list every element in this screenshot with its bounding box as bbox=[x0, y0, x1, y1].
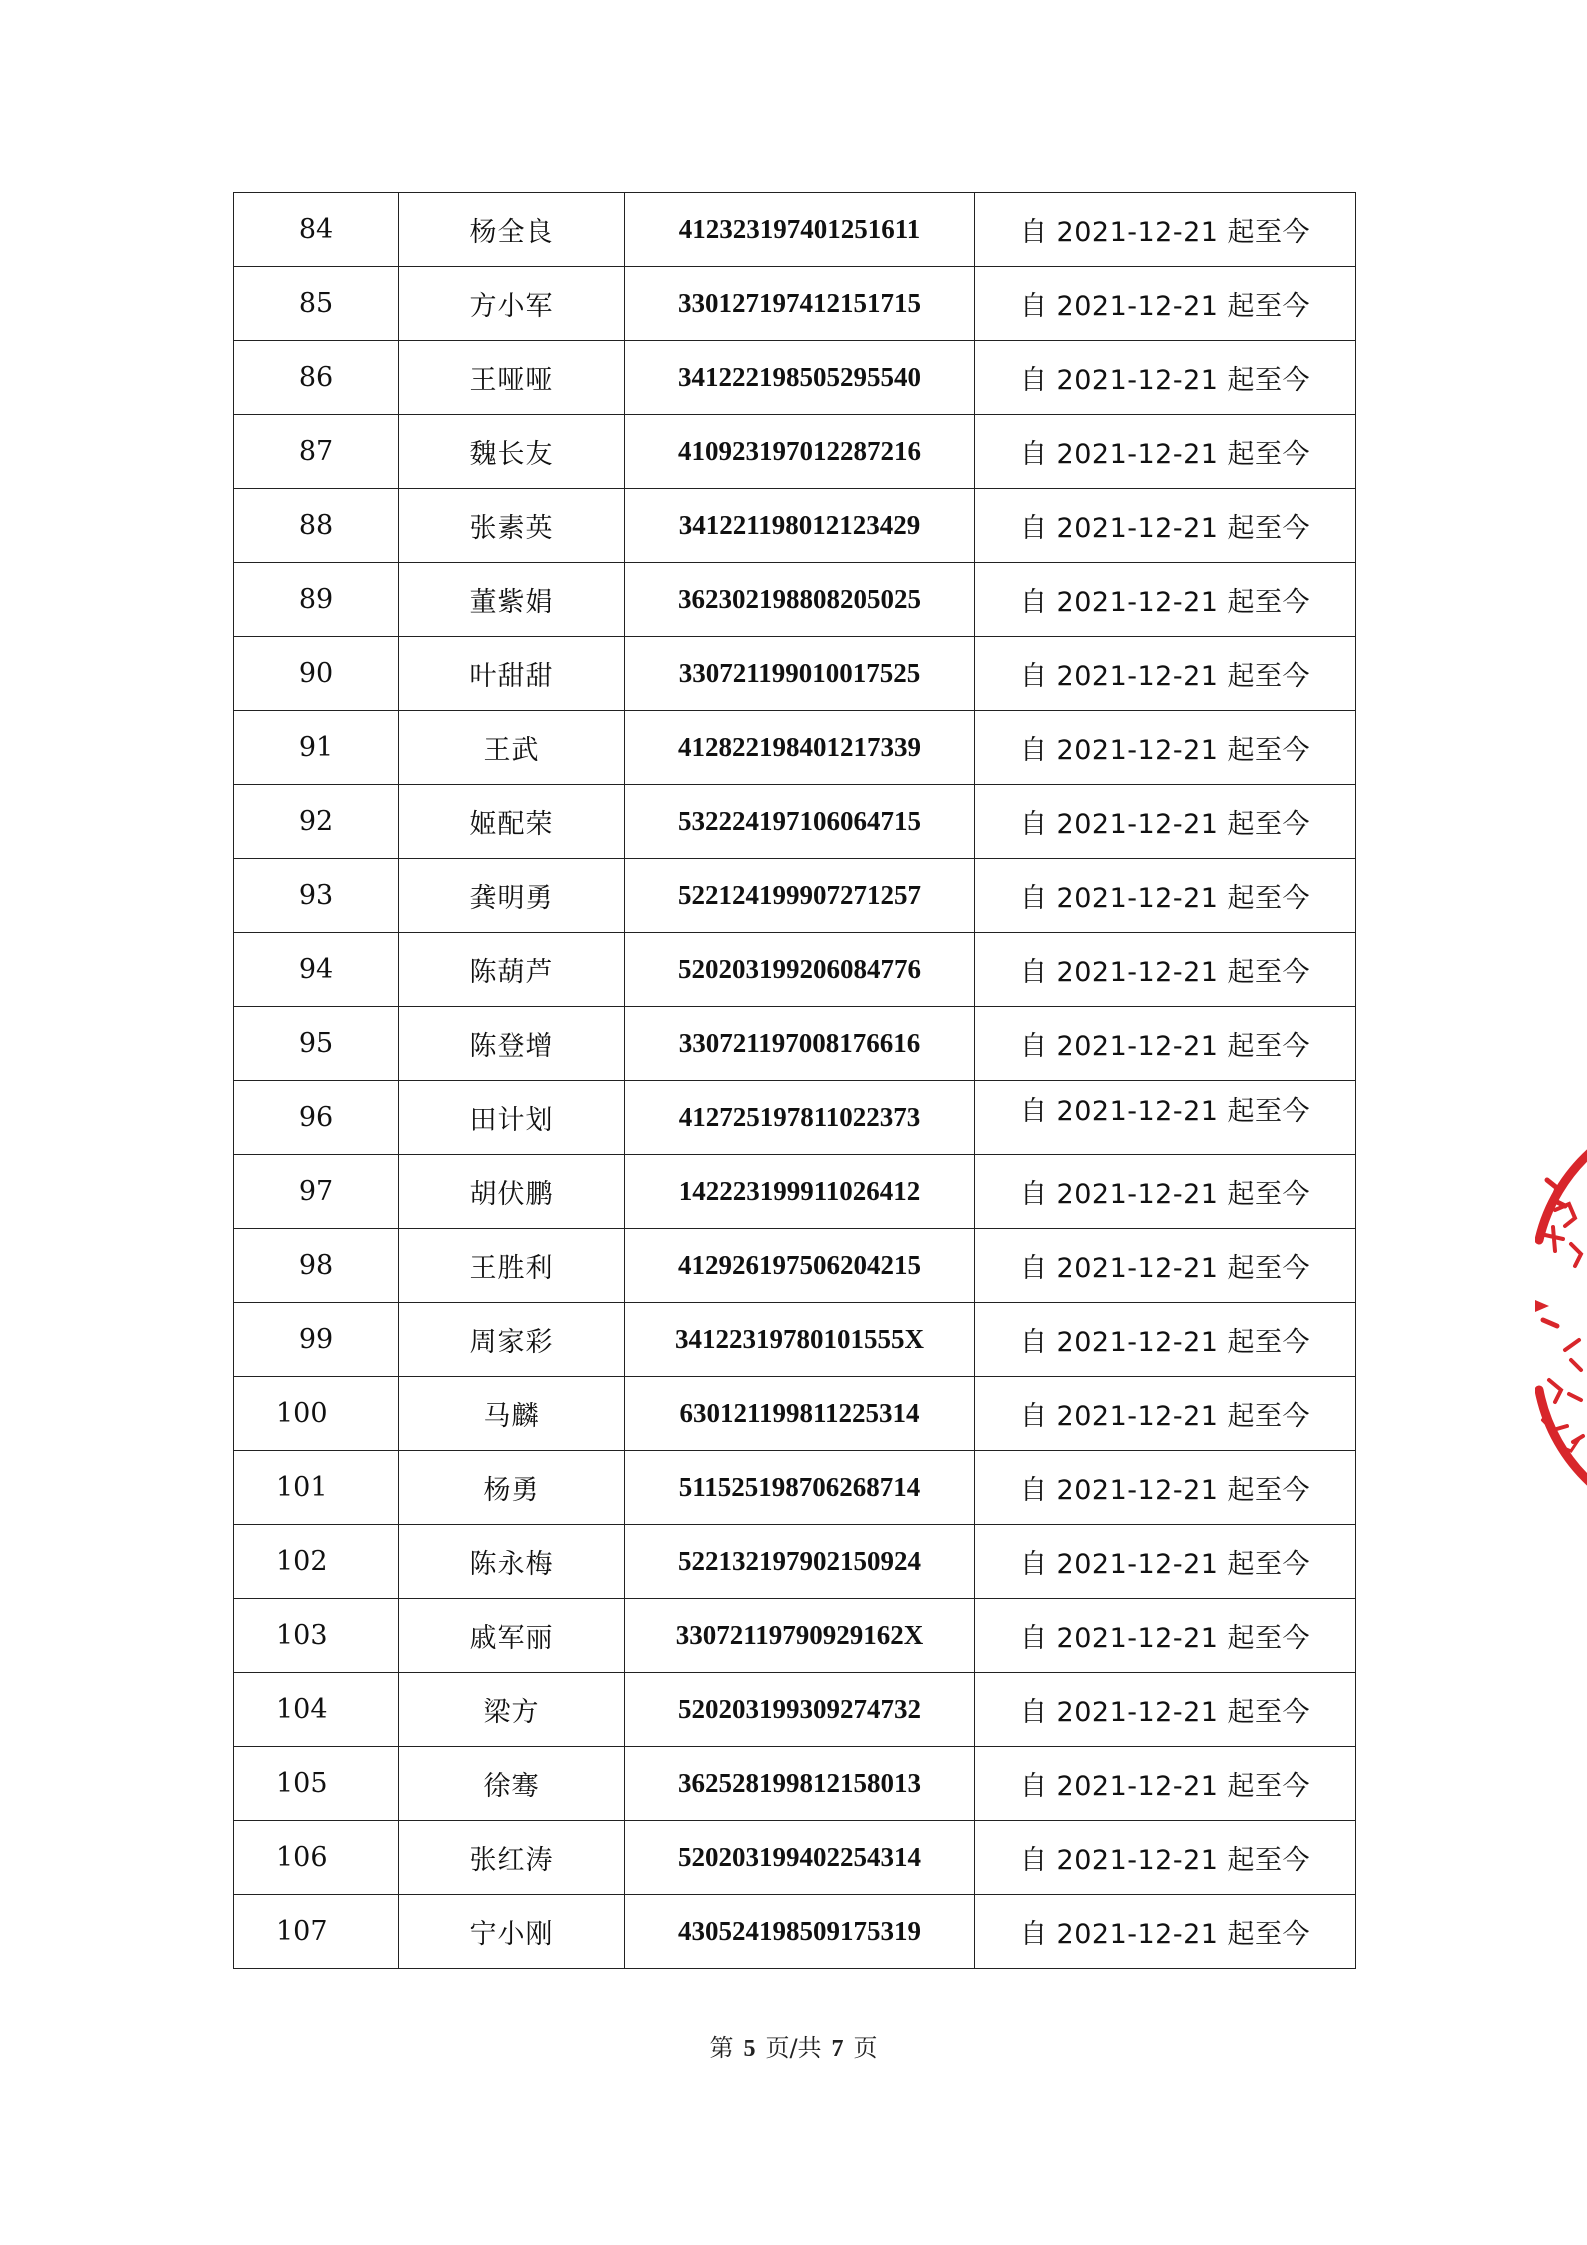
id-number: 362528199812158013 bbox=[625, 1747, 975, 1821]
red-seal-icon bbox=[1535, 1140, 1587, 1490]
period: 自 2021-12-21 起至今 bbox=[975, 1599, 1356, 1673]
row-number: 98 bbox=[234, 1229, 399, 1303]
footer-prefix: 第 bbox=[709, 2034, 734, 2062]
person-name: 周家彩 bbox=[399, 1303, 625, 1377]
table-row bbox=[234, 711, 1356, 785]
person-name: 田计划 bbox=[399, 1081, 625, 1155]
row-number: 102 bbox=[234, 1525, 399, 1599]
id-number: 410923197012287216 bbox=[625, 415, 975, 489]
period: 自 2021-12-21 起至今 bbox=[975, 1303, 1356, 1377]
period: 自 2021-12-21 起至今 bbox=[975, 1525, 1356, 1599]
row-number: 106 bbox=[234, 1821, 399, 1895]
id-number: 142223199911026412 bbox=[625, 1155, 975, 1229]
row-number: 86 bbox=[234, 341, 399, 415]
row-number: 92 bbox=[234, 785, 399, 859]
id-number: 341221198012123429 bbox=[625, 489, 975, 563]
id-number: 330721199010017525 bbox=[625, 637, 975, 711]
table-row bbox=[234, 1895, 1356, 1969]
period: 自 2021-12-21 起至今 bbox=[975, 1895, 1356, 1969]
table-row bbox=[234, 267, 1356, 341]
footer-suffix: 页 bbox=[853, 2034, 878, 2062]
table-row bbox=[234, 1451, 1356, 1525]
person-name: 宁小刚 bbox=[399, 1895, 625, 1969]
table-row bbox=[234, 1081, 1356, 1155]
person-name: 叶甜甜 bbox=[399, 637, 625, 711]
id-number: 520203199309274732 bbox=[625, 1673, 975, 1747]
person-name: 方小军 bbox=[399, 267, 625, 341]
id-number: 412926197506204215 bbox=[625, 1229, 975, 1303]
row-number: 105 bbox=[234, 1747, 399, 1821]
id-number: 33072119790929162X bbox=[625, 1599, 975, 1673]
table-row bbox=[234, 1747, 1356, 1821]
period: 自 2021-12-21 起至今 bbox=[975, 415, 1356, 489]
person-name: 董紫娟 bbox=[399, 563, 625, 637]
table-row bbox=[234, 489, 1356, 563]
id-number: 34122319780101555X bbox=[625, 1303, 975, 1377]
person-name: 马麟 bbox=[399, 1377, 625, 1451]
table-row bbox=[234, 193, 1356, 267]
id-number: 511525198706268714 bbox=[625, 1451, 975, 1525]
table-row bbox=[234, 415, 1356, 489]
id-number: 412323197401251611 bbox=[625, 193, 975, 267]
id-number: 520203199206084776 bbox=[625, 933, 975, 1007]
person-name: 张素英 bbox=[399, 489, 625, 563]
id-number: 522124199907271257 bbox=[625, 859, 975, 933]
period: 自 2021-12-21 起至今 bbox=[975, 267, 1356, 341]
row-number: 91 bbox=[234, 711, 399, 785]
table-row bbox=[234, 341, 1356, 415]
period: 自 2021-12-21 起至今 bbox=[975, 711, 1356, 785]
row-number: 101 bbox=[234, 1451, 399, 1525]
table-row bbox=[234, 1821, 1356, 1895]
page-footer bbox=[0, 2028, 1587, 2063]
table-row bbox=[234, 933, 1356, 1007]
person-name: 姬配荣 bbox=[399, 785, 625, 859]
period: 自 2021-12-21 起至今 bbox=[975, 1007, 1356, 1081]
id-number: 522132197902150924 bbox=[625, 1525, 975, 1599]
id-number: 630121199811225314 bbox=[625, 1377, 975, 1451]
period: 自 2021-12-21 起至今 bbox=[975, 1673, 1356, 1747]
row-number: 104 bbox=[234, 1673, 399, 1747]
row-number: 97 bbox=[234, 1155, 399, 1229]
person-name: 王胜利 bbox=[399, 1229, 625, 1303]
row-number: 93 bbox=[234, 859, 399, 933]
table-row bbox=[234, 1007, 1356, 1081]
person-name: 王哑哑 bbox=[399, 341, 625, 415]
row-number: 103 bbox=[234, 1599, 399, 1673]
table-row bbox=[234, 1673, 1356, 1747]
period: 自 2021-12-21 起至今 bbox=[975, 859, 1356, 933]
table-row bbox=[234, 1599, 1356, 1673]
person-name: 龚明勇 bbox=[399, 859, 625, 933]
row-number: 99 bbox=[234, 1303, 399, 1377]
person-name: 陈永梅 bbox=[399, 1525, 625, 1599]
period: 自 2021-12-21 起至今 bbox=[975, 1747, 1356, 1821]
id-number: 412725197811022373 bbox=[625, 1081, 975, 1155]
row-number: 89 bbox=[234, 563, 399, 637]
id-number: 430524198509175319 bbox=[625, 1895, 975, 1969]
table-row bbox=[234, 1155, 1356, 1229]
id-number: 532224197106064715 bbox=[625, 785, 975, 859]
footer-middle: 页/共 bbox=[765, 2034, 822, 2062]
roster-table bbox=[233, 192, 1356, 1969]
period: 自 2021-12-21 起至今 bbox=[975, 1821, 1356, 1895]
table-row bbox=[234, 1525, 1356, 1599]
row-number: 85 bbox=[234, 267, 399, 341]
id-number: 362302198808205025 bbox=[625, 563, 975, 637]
row-number: 107 bbox=[234, 1895, 399, 1969]
row-number: 100 bbox=[234, 1377, 399, 1451]
table-row bbox=[234, 637, 1356, 711]
period: 自 2021-12-21 起至今 bbox=[975, 563, 1356, 637]
person-name: 张红涛 bbox=[399, 1821, 625, 1895]
person-name: 王武 bbox=[399, 711, 625, 785]
period: 自 2021-12-21 起至今 bbox=[975, 785, 1356, 859]
row-number: 84 bbox=[234, 193, 399, 267]
period: 自 2021-12-21 起至今 bbox=[975, 341, 1356, 415]
period: 自 2021-12-21 起至今 bbox=[975, 1155, 1356, 1229]
id-number: 412822198401217339 bbox=[625, 711, 975, 785]
person-name: 杨全良 bbox=[399, 193, 625, 267]
period: 自 2021-12-21 起至今 bbox=[975, 1377, 1356, 1451]
person-name: 梁方 bbox=[399, 1673, 625, 1747]
person-name: 徐骞 bbox=[399, 1747, 625, 1821]
table-row bbox=[234, 1303, 1356, 1377]
person-name: 胡伏鹏 bbox=[399, 1155, 625, 1229]
row-number: 95 bbox=[234, 1007, 399, 1081]
period: 自 2021-12-21 起至今 bbox=[975, 193, 1356, 267]
row-number: 90 bbox=[234, 637, 399, 711]
period: 自 2021-12-21 起至今 bbox=[975, 637, 1356, 711]
row-number: 96 bbox=[234, 1081, 399, 1155]
person-name: 陈登增 bbox=[399, 1007, 625, 1081]
table-row bbox=[234, 1377, 1356, 1451]
row-number: 88 bbox=[234, 489, 399, 563]
period: 自 2021-12-21 起至今 bbox=[975, 1081, 1356, 1155]
table-row bbox=[234, 1229, 1356, 1303]
total-pages-number: 7 bbox=[831, 2036, 844, 2062]
id-number: 341222198505295540 bbox=[625, 341, 975, 415]
period: 自 2021-12-21 起至今 bbox=[975, 1451, 1356, 1525]
current-page-number: 5 bbox=[743, 2036, 756, 2062]
id-number: 520203199402254314 bbox=[625, 1821, 975, 1895]
person-name: 戚军丽 bbox=[399, 1599, 625, 1673]
id-number: 330127197412151715 bbox=[625, 267, 975, 341]
person-name: 杨勇 bbox=[399, 1451, 625, 1525]
period: 自 2021-12-21 起至今 bbox=[975, 489, 1356, 563]
table-row bbox=[234, 563, 1356, 637]
period: 自 2021-12-21 起至今 bbox=[975, 933, 1356, 1007]
period: 自 2021-12-21 起至今 bbox=[975, 1229, 1356, 1303]
table-row bbox=[234, 859, 1356, 933]
row-number: 87 bbox=[234, 415, 399, 489]
row-number: 94 bbox=[234, 933, 399, 1007]
person-name: 魏长友 bbox=[399, 415, 625, 489]
person-name: 陈葫芦 bbox=[399, 933, 625, 1007]
table-row bbox=[234, 785, 1356, 859]
id-number: 330721197008176616 bbox=[625, 1007, 975, 1081]
